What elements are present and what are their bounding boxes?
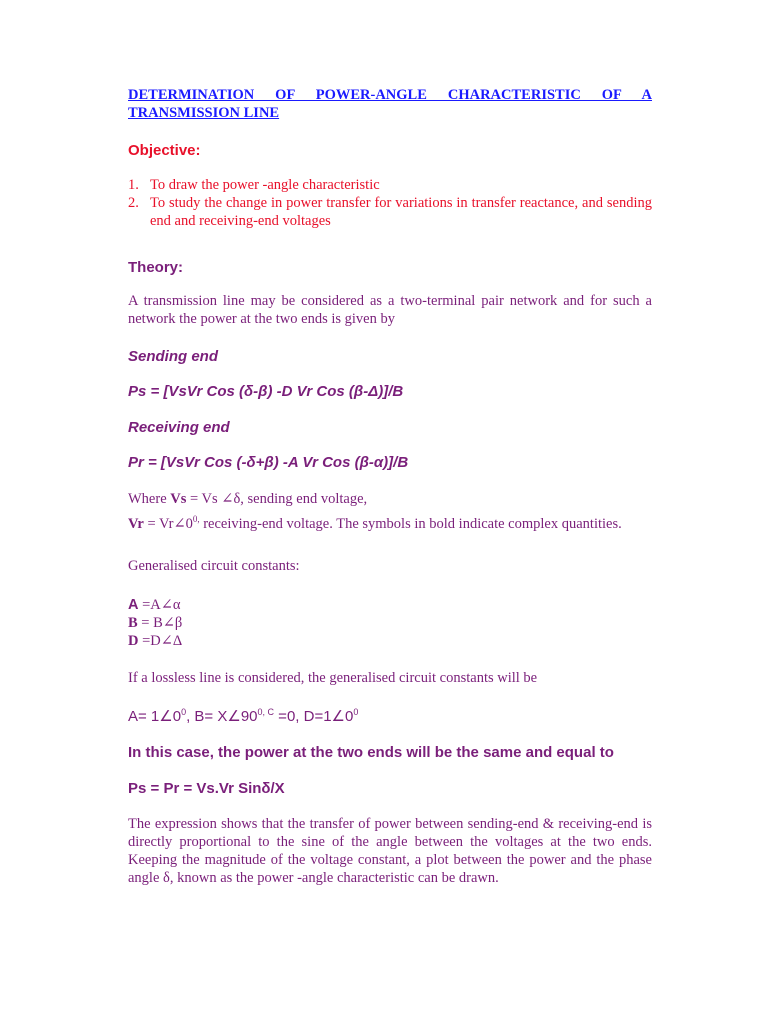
formula-c-sup: 0 — [353, 707, 359, 717]
constant-d — [128, 632, 652, 650]
same-power-statement: In this case, the power at the two ends will be the same and equal to — [128, 744, 614, 761]
constant-symbol: B — [128, 615, 138, 631]
constant-a — [128, 596, 652, 614]
formula-b: , B= X∠90 — [186, 708, 258, 725]
objective-heading: Objective: — [128, 142, 201, 159]
vr-rest: receiving-end voltage. The symbols in bold indicate complex quantities. — [199, 516, 622, 532]
objective-item — [128, 194, 652, 230]
constant-value: =D∠Δ — [138, 633, 183, 649]
constant-symbol: D — [128, 633, 139, 649]
sending-end-heading: Sending end — [128, 348, 218, 365]
vr-line — [128, 515, 652, 533]
vr-bold: Vr — [128, 516, 144, 532]
document-title: DETERMINATION OF POWER-ANGLE CHARACTERISTIC OF A TRANSMISSION LINE — [128, 87, 652, 121]
ps-pr-formula: Ps = Pr = Vs.Vr Sinδ/X — [128, 780, 285, 797]
lossless-formula — [128, 708, 652, 726]
vr-eq: = Vr∠0 — [143, 516, 193, 532]
constant-value: = B∠β — [137, 615, 183, 631]
formula-a-sup: 0 — [181, 707, 187, 717]
lossless-line-text: If a lossless line is considered, the generalised circuit constants will be — [128, 670, 538, 686]
where-line — [128, 490, 652, 508]
receiving-end-formula: Pr = [VsVr Cos (-δ+β) -A Vr Cos (β-α)]/B — [128, 454, 409, 471]
formula-a: A= 1∠0 — [128, 708, 182, 725]
formula-b-sup: 0, C — [257, 707, 275, 717]
objective-text: To draw the power -angle characteristic — [150, 177, 380, 193]
vr-sup: 0, — [192, 514, 200, 525]
generalised-constants-label: Generalised circuit constants: — [128, 558, 300, 574]
objective-item — [128, 176, 652, 194]
theory-paragraph: A transmission line may be considered as a two-terminal pair network and for such a network the power at the two ends is given by — [128, 293, 652, 327]
objective-number: 1. — [128, 177, 139, 193]
formula-c: =0, D=1∠0 — [274, 708, 354, 725]
objectives-list — [128, 176, 652, 230]
vs-bold: Vs — [170, 491, 187, 507]
constants-list — [128, 596, 652, 650]
expression-paragraph: The expression shows that the transfer of power between sending-end & receiving-end is directly proportional to the sine of the angle between the voltages at the two ends. Keeping the magnitude of the voltage constant, a plot between the power and the phase angle δ, known as the power -angle characteristic can be drawn. — [128, 816, 652, 886]
constant-symbol: A — [128, 597, 139, 613]
theory-heading: Theory: — [128, 259, 184, 276]
where-rest: = Vs ∠δ, sending end voltage, — [186, 491, 368, 507]
receiving-end-heading: Receiving end — [128, 419, 230, 436]
constant-b — [128, 614, 652, 632]
sending-end-formula: Ps = [VsVr Cos (δ-β) -D Vr Cos (β-Δ)]/B — [128, 383, 404, 400]
objective-text: To study the change in power transfer for variations in transfer reactance, and sending end and receiving-end voltages — [150, 195, 652, 229]
document-title-block — [128, 86, 652, 122]
objective-number: 2. — [128, 195, 139, 211]
where-prefix: Where — [128, 491, 171, 507]
constant-value: =A∠α — [138, 597, 181, 613]
